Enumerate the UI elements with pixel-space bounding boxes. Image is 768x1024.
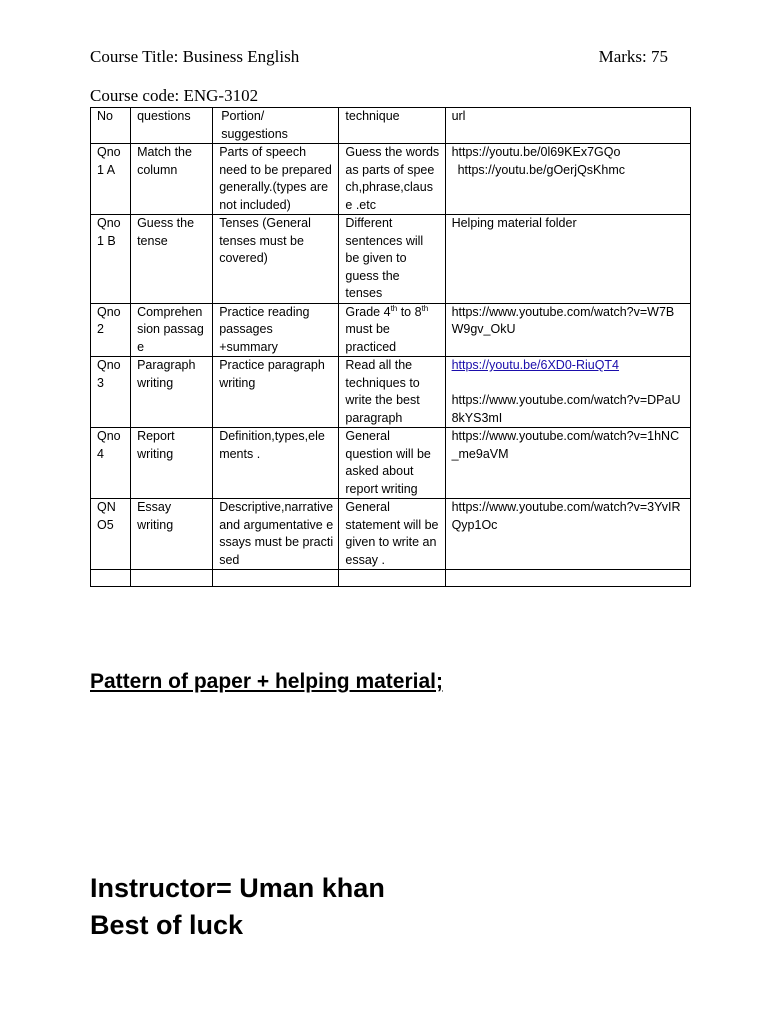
table-row [91, 144, 691, 215]
question-table [90, 107, 691, 587]
marks: Marks: 75 [598, 47, 668, 66]
row-url [445, 357, 690, 428]
grade-text: to 8 [397, 304, 422, 319]
row-question: Comprehension passage [131, 303, 213, 357]
course-code: Course code: ENG-3102 [90, 86, 259, 105]
header-no: No [91, 108, 131, 144]
row-url: https://www.youtube.com/watch?v=1hNC_me9aVM [445, 428, 690, 499]
row-url: https://www.youtube.com/watch?v=W7BW9gv_OkU [445, 303, 690, 357]
row-no: Qno 3 [91, 357, 131, 428]
row-question: Report writing [131, 428, 213, 499]
header-url: url [445, 108, 690, 144]
row-technique [339, 303, 445, 357]
row-no: Qno 1 B [91, 215, 131, 304]
pattern-heading: Pattern of paper + helping material; [90, 670, 443, 693]
url-text: https://www.youtube.com/watch?v=DPaU8kYS3mI [451, 393, 681, 425]
table-row [91, 357, 691, 428]
row-question: Match the column [131, 144, 213, 215]
empty-cell [131, 570, 213, 587]
url-text: https://youtu.be/gOerjQsKhmc [457, 162, 626, 177]
ordinal-suffix: th [390, 303, 398, 313]
table-empty-row [91, 570, 691, 587]
row-technique: Read all the techniques to write the best paragraph [339, 357, 445, 428]
empty-cell [339, 570, 445, 587]
header-questions: questions [131, 108, 213, 144]
table-header-row [91, 108, 691, 144]
row-portion: Tenses (General tenses must be covered) [213, 215, 339, 304]
empty-cell [213, 570, 339, 587]
row-technique: Guess the words as parts of speech,phrase,clause .etc [339, 144, 445, 215]
closing-line: Best of luck [90, 910, 244, 940]
table-row [91, 303, 691, 357]
row-portion: Definition,types,elements . [213, 428, 339, 499]
row-question: Essay writing [131, 499, 213, 570]
table-row [91, 428, 691, 499]
row-url [445, 144, 690, 215]
header-technique: technique [339, 108, 445, 144]
empty-cell [91, 570, 131, 587]
header-portion: Portion/ suggestions [213, 108, 339, 144]
row-no: QNO5 [91, 499, 131, 570]
row-no: Qno 2 [91, 303, 131, 357]
grade-text: Grade 4 [345, 304, 391, 319]
row-url: Helping material folder [445, 215, 690, 304]
row-portion: Practice reading passages +summary [213, 303, 339, 357]
row-technique: Different sentences will be given to guess the tenses [339, 215, 445, 304]
grade-text: must be practiced [345, 322, 397, 354]
course-title: Course Title: Business English [90, 47, 300, 66]
row-question: Guess the tense [131, 215, 213, 304]
instructor-line: Instructor= Uman khan [90, 873, 385, 903]
row-portion: Descriptive,narrative and argumentative essays must be practised [213, 499, 339, 570]
row-url: https://www.youtube.com/watch?v=3YvIRQyp1Oc [445, 499, 690, 570]
row-portion: Parts of speech need to be prepared generally.(types are not included) [213, 144, 339, 215]
row-question: Paragraph writing [131, 357, 213, 428]
row-portion: Practice paragraph writing [213, 357, 339, 428]
row-no: Qno 1 A [91, 144, 131, 215]
ordinal-suffix: th [421, 303, 429, 313]
table-row [91, 215, 691, 304]
row-technique: General question will be asked about report writing [339, 428, 445, 499]
row-no: Qno 4 [91, 428, 131, 499]
table-row [91, 499, 691, 570]
course-header [90, 47, 668, 67]
row-technique: General statement will be given to write an essay . [339, 499, 445, 570]
empty-cell [445, 570, 690, 587]
url-text: https://youtu.be/0l69KEx7GQo [451, 145, 621, 159]
url-link[interactable]: https://youtu.be/6XD0-RiuQT4 [451, 358, 620, 372]
